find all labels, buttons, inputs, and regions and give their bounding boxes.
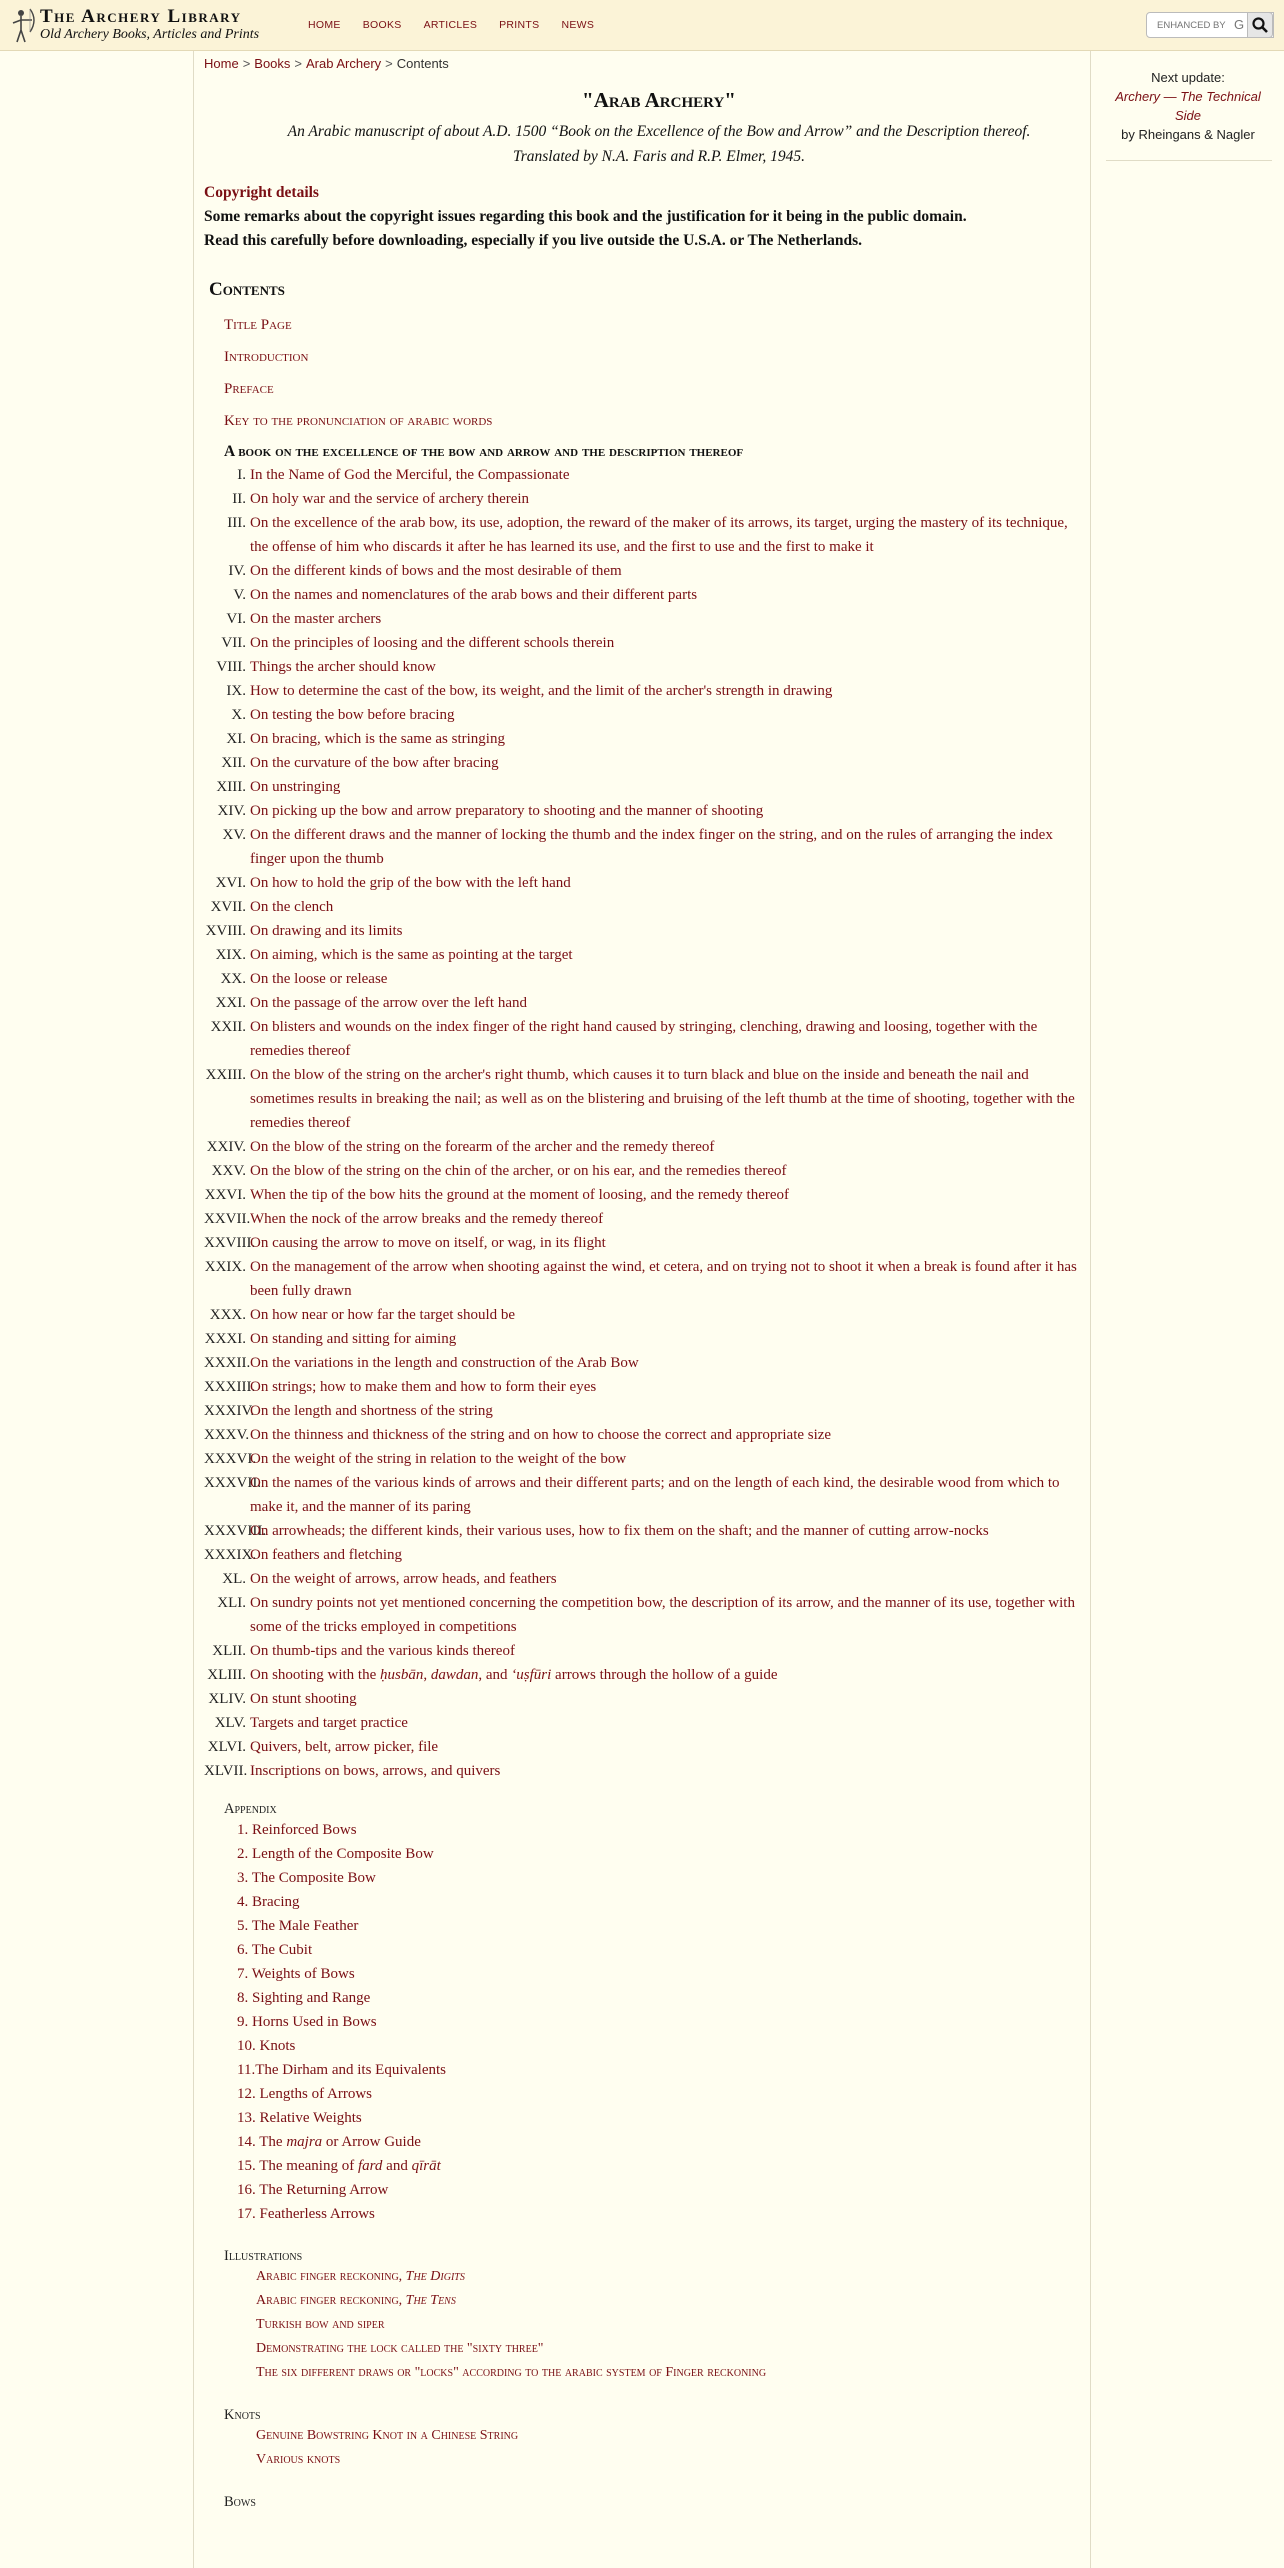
chapter-link[interactable]: In the Name of God the Merciful, the Compassionate [250,467,570,483]
chapter-number: XIV. [217,803,246,819]
chapter-item [204,679,1084,703]
chapter-link[interactable]: Targets and target practice [250,1715,408,1731]
chapter-link[interactable]: On the variations in the length and construction of the Arab Bow [250,1355,639,1371]
copyright-warning: Read this carefully before downloading, especially if you live outside the U.S.A. or The Netherlands. [204,232,863,249]
chapter-item [204,1543,1084,1567]
illustration-link[interactable]: The six different draws or "locks" according to the arabic system of Finger reckoning [256,2365,767,2380]
copyright-remark: Some remarks about the copyright issues regarding this book and the justification for it being in the public domain. [204,208,967,225]
chapter-link[interactable]: On the different kinds of bows and the most desirable of them [250,563,622,579]
chapter-item [204,1663,1084,1687]
nav-prints[interactable]: PRINTS [499,19,540,31]
chapter-item [204,823,1084,871]
chapter-link[interactable]: On the names of the various kinds of arrows and their different parts; and on the length of each kind, the desirable wood from which to make it, and the manner of its paring [250,1475,1060,1515]
search-button[interactable] [1247,12,1273,38]
chapter-number: XXXIV. [204,1403,255,1419]
illustration-link[interactable]: Turkish bow and siper [256,2317,385,2332]
chapter-item [204,799,1084,823]
chapter-item [204,919,1084,943]
chapter-number: XXXVI. [204,1451,257,1467]
chapter-link[interactable]: On the blow of the string on the chin of the archer, or on his ear, and the remedies thereof [250,1163,787,1179]
appendix-link[interactable]: 13. Relative Weights [237,2110,362,2126]
archer-logo-icon[interactable] [8,6,38,46]
chapter-link[interactable]: On feathers and fletching [250,1547,403,1563]
chapter-number: XXXVIII. [204,1523,267,1539]
chapter-item [204,1327,1084,1351]
chapter-number: I. [237,467,246,483]
chapter-link[interactable]: On the different draws and the manner of locking the thumb and the index finger on the string, and on the rules of arranging the index finger upon the thumb [250,827,1053,867]
chapter-number: XXXI. [204,1331,246,1347]
sidebar [1104,68,1272,144]
toc-link[interactable]: Title Page [224,317,292,333]
chapter-link[interactable]: On shooting with the ḥusbān, dawdan, and ‘uṣfūri arrows through the hollow of a guide [250,1667,778,1683]
chapter-item [204,1159,1084,1183]
appendix-heading: Appendix [224,1801,277,1817]
chapter-link[interactable]: On picking up the bow and arrow preparatory to shooting and the manner of shooting [250,803,764,819]
chapter-item [204,991,1084,1015]
chapter-link[interactable]: Inscriptions on bows, arrows, and quivers [250,1763,501,1779]
search-icon [1248,13,1272,37]
page-subtitle [204,119,1084,169]
right-column-divider [1090,51,1091,2568]
chapter-number: XLV. [214,1715,246,1731]
chapter-item [204,895,1084,919]
appendix-link[interactable]: 4. Bracing [237,1894,300,1910]
next-update-authors: by Rheingans & Nagler [1121,127,1255,142]
chapter-number: XII. [221,755,246,771]
toc-link[interactable]: Preface [224,381,274,397]
breadcrumb [204,56,449,71]
breadcrumb-arab-archery[interactable]: Arab Archery [306,56,382,71]
copyright-section [204,181,1084,253]
chapter-list [204,463,1084,1783]
site-tagline: Old Archery Books, Articles and Prints [40,27,260,42]
chapter-item [204,1687,1084,1711]
chapter-item [204,607,1084,631]
appendix-link[interactable]: 7. Weights of Bows [237,1966,355,1982]
chapter-link[interactable]: On the passage of the arrow over the left hand [250,995,527,1011]
chapter-link[interactable]: On holy war and the service of archery therein [250,491,530,507]
chapter-number: XXXIX. [204,1547,257,1563]
chapter-item [204,1759,1084,1783]
chapter-item [204,1639,1084,1663]
toc-link[interactable]: Introduction [224,349,309,365]
chapter-number: XXVIII. [204,1235,256,1251]
chapter-link[interactable]: On strings; how to make them and how to form their eyes [250,1379,597,1395]
illustration-link[interactable]: Arabic finger reckoning, The Digits [256,2269,465,2284]
chapter-link[interactable]: How to determine the cast of the bow, its weight, and the limit of the archer's strength in drawing [250,683,833,699]
appendix-link[interactable]: 1. Reinforced Bows [237,1822,357,1838]
chapter-item [204,1303,1084,1327]
chapter-number: XXX. [209,1307,246,1323]
appendix-link[interactable]: 12. Lengths of Arrows [237,2086,372,2102]
bows-heading: Bows [224,2494,256,2510]
illustration-link[interactable]: Demonstrating the lock called the "sixty three" [256,2341,544,2356]
chapter-item [204,511,1084,559]
chapter-link[interactable]: On the loose or release [250,971,388,987]
breadcrumb-current: Contents [396,56,449,71]
chapter-link[interactable]: On the management of the arrow when shooting against the wind, et cetera, and on trying not to shoot it when a break is found after it has been fully drawn [250,1259,1077,1299]
chapter-link[interactable]: On the weight of arrows, arrow heads, and feathers [250,1571,557,1587]
chapter-item [204,727,1084,751]
chapter-item [204,1375,1084,1399]
chapter-item [204,1471,1084,1519]
chapter-link[interactable]: On the blow of the string on the archer's right thumb, which causes it to turn black and blue on the inside and beneath the nail and sometimes results in breaking the nail; as well as on the blistering and bruising of the left thumb at the time of shooting, together with the remedies thereof [250,1067,1075,1131]
chapter-link[interactable]: On the thinness and thickness of the string and on how to choose the correct and appropriate size [250,1427,832,1443]
chapter-number: XVI. [215,875,246,891]
chapter-number: IV. [228,563,246,579]
breadcrumb-separator-icon: > [385,56,393,71]
chapter-number: IX. [226,683,246,699]
chapter-number: XVII. [210,899,246,915]
chapter-link[interactable]: On thumb-tips and the various kinds thereof [250,1643,515,1659]
chapter-number: XLIV. [208,1691,246,1707]
appendix-link[interactable]: 8. Sighting and Range [237,1990,371,2006]
chapter-link[interactable]: On the length and shortness of the string [250,1403,493,1419]
chapter-item [204,871,1084,895]
chapter-item [204,655,1084,679]
site-title[interactable]: The Archery Library [40,6,242,27]
chapter-number: XI. [226,731,246,747]
chapter-link[interactable]: On arrowheads; the different kinds, their various uses, how to fix them on the shaft; and the manner of cutting arrow-nocks [250,1523,989,1539]
toc-link[interactable]: Key to the pronunciation of arabic words [224,413,493,429]
chapter-number: XXII. [210,1019,246,1035]
chapter-item [204,1231,1084,1255]
chapter-link[interactable]: On the weight of the string in relation to the weight of the bow [250,1451,627,1467]
chapter-number: XXXIII. [204,1379,256,1395]
appendix-link[interactable]: 5. The Male Feather [237,1918,359,1934]
chapter-link[interactable]: On how to hold the grip of the bow with the left hand [250,875,571,891]
chapter-number: XXIII. [205,1067,246,1083]
site-header [0,0,1284,51]
chapter-number: XLIII. [207,1667,246,1683]
appendix-link[interactable]: 9. Horns Used in Bows [237,2014,377,2030]
chapter-number: XV. [222,827,246,843]
chapter-number: X. [231,707,246,723]
search-input[interactable] [1155,13,1241,37]
chapter-number: III. [227,515,246,531]
appendix-link[interactable]: 17. Featherless Arrows [237,2206,375,2222]
chapter-item [204,1063,1084,1135]
nav-home[interactable]: HOME [308,19,341,31]
next-update-link[interactable]: Archery — The Technical Side [1115,89,1261,123]
chapter-item [204,463,1084,487]
translator-line: Translated by N.A. Faris and R.P. Elmer, 1945. [512,148,806,165]
chapter-link[interactable]: When the tip of the bow hits the ground at the moment of loosing, and the remedy thereof [250,1187,790,1203]
chapter-item [204,967,1084,991]
nav-books[interactable]: BOOKS [362,19,402,31]
chapter-link[interactable]: On the blow of the string on the forearm of the archer and the remedy thereof [250,1139,715,1155]
chapter-link[interactable]: On the master archers [250,611,382,627]
chapter-number: XVIII. [205,923,246,939]
next-update-label: Next update: [1151,70,1225,85]
chapter-number: XLI. [217,1595,246,1611]
chapter-link[interactable]: On the principles of loosing and the different schools therein [250,635,615,651]
chapter-item [204,583,1084,607]
nav-articles[interactable]: ARTICLES [423,19,478,31]
chapter-number: XXXII. [204,1355,251,1371]
appendix-link[interactable]: 11.The Dirham and its Equivalents [237,2062,446,2078]
chapter-item [204,1135,1084,1159]
chapter-number: XXVI. [204,1187,246,1203]
chapter-item [204,1735,1084,1759]
chapter-number: XXXVII. [204,1475,262,1491]
chapter-number: XL. [222,1571,246,1587]
chapter-item [204,775,1084,799]
chapter-item [204,751,1084,775]
chapter-link[interactable]: On bracing, which is the same as stringing [250,731,505,747]
chapter-number: VII. [221,635,246,651]
chapter-number: XLVII. [204,1763,248,1779]
breadcrumb-separator-icon: > [294,56,303,71]
illustration-link[interactable]: Arabic finger reckoning, The Tens [256,2293,456,2308]
chapter-number: XXVII. [204,1211,251,1227]
chapter-link[interactable]: On the clench [250,899,334,915]
chapter-link[interactable]: On unstringing [250,779,341,795]
chapter-item [204,1351,1084,1375]
illustrations-heading: Illustrations [224,2248,303,2264]
knots-heading: Knots [224,2407,261,2423]
chapter-item [204,1207,1084,1231]
contents-heading: Contents [209,279,285,300]
appendix-link[interactable]: 14. The majra or Arrow Guide [237,2134,421,2150]
chapter-link[interactable]: On how near or how far the target should be [250,1307,516,1323]
nav-news[interactable]: NEWS [561,19,595,31]
chapter-link[interactable]: On drawing and its limits [250,923,403,939]
chapter-link[interactable]: On blisters and wounds on the index finger of the right hand caused by stringing, clenching, drawing and loosing, together with the remedies thereof [250,1019,1038,1059]
chapter-item [204,631,1084,655]
chapter-link[interactable]: On the names and nomenclatures of the arab bows and their different parts [250,587,698,603]
chapter-item [204,703,1084,727]
chapter-item [204,559,1084,583]
front-matter-list [224,317,1084,430]
chapter-link[interactable]: On the curvature of the bow after bracing [250,755,499,771]
chapter-link[interactable]: On causing the arrow to move on itself, or wag, in its flight [250,1235,606,1251]
appendix-link[interactable]: 3. The Composite Bow [237,1870,376,1886]
left-column-divider [193,51,194,2568]
chapter-item [204,1519,1084,1543]
knots-list [256,2424,1084,2472]
chapter-item [204,1423,1084,1447]
chapter-item [204,1399,1084,1423]
chapter-link[interactable]: On standing and sitting for aiming [250,1331,457,1347]
chapter-number: XIX. [215,947,246,963]
copyright-details-link[interactable]: Copyright details [204,184,319,201]
knot-link[interactable]: Genuine Bowstring Knot in a Chinese String [256,2428,519,2443]
chapter-link[interactable]: On the excellence of the arab bow, its use, adoption, the reward of the maker of its arrows, its target, urging the mastery of its technique, the offense of him who discards it after he has learned its use, and the first to use and the first to make it [250,515,1068,555]
chapter-item [204,1447,1084,1471]
chapter-item [204,1711,1084,1735]
chapter-number: V. [233,587,246,603]
breadcrumb-separator-icon: > [242,56,251,71]
chapter-number: XLII. [212,1643,246,1659]
chapter-number: XXIV. [206,1139,246,1155]
appendix-link[interactable]: 10. Knots [237,2038,296,2054]
chapter-number: XXI. [215,995,246,1011]
knot-link[interactable]: Various knots [256,2452,341,2467]
google-brand-icon: G [1234,17,1245,32]
chapter-number: XXIX. [204,1259,246,1275]
main-nav [308,19,594,31]
appendix-list [237,1818,1084,2226]
chapter-item [204,1183,1084,1207]
appendix-link[interactable]: 16. The Returning Arrow [237,2182,389,2198]
book-heading: A book on the excellence of the bow and arrow and the description thereof [224,443,744,460]
chapter-item [204,1015,1084,1063]
appendix-link[interactable]: 15. The meaning of fard and qīrāt [237,2158,441,2174]
subtitle-line: An Arabic manuscript of about A.D. 1500 “Book on the Excellence of the Bow and Arrow” and the Description thereof. [287,123,1031,140]
chapter-item [204,943,1084,967]
chapter-link[interactable]: On aiming, which is the same as pointing at the target [250,947,573,963]
chapter-number: VIII. [216,659,246,675]
appendix-link[interactable]: 2. Length of the Composite Bow [237,1846,434,1862]
chapter-number: XXV. [211,1163,246,1179]
main-content [204,88,1084,2511]
illustrations-list [256,2265,1084,2385]
chapter-link[interactable]: Things the archer should know [250,659,436,675]
chapter-item [204,1591,1084,1639]
chapter-number: XLVI. [207,1739,246,1755]
breadcrumb-books[interactable]: Books [254,56,291,71]
chapter-link[interactable]: When the nock of the arrow breaks and the remedy thereof [250,1211,604,1227]
chapter-number: II. [232,491,246,507]
chapter-link[interactable]: On testing the bow before bracing [250,707,455,723]
breadcrumb-home[interactable]: Home [204,56,239,71]
chapter-item [204,1567,1084,1591]
chapter-number: XX. [220,971,246,987]
chapter-number: XXXV. [204,1427,250,1443]
chapter-number: VI. [226,611,246,627]
chapter-link[interactable]: On stunt shooting [250,1691,357,1707]
chapter-link[interactable]: Quivers, belt, arrow picker, file [250,1739,439,1755]
chapter-number: XIII. [216,779,246,795]
chapter-link[interactable]: On sundry points not yet mentioned concerning the competition bow, the description of its arrow, and the manner of its use, together with some of the tricks employed in competitions [250,1595,1075,1635]
sidebar-divider [1106,160,1272,161]
chapter-item [204,487,1084,511]
chapter-item [204,1255,1084,1303]
appendix-link[interactable]: 6. The Cubit [237,1942,313,1958]
page-title: "Arab Archery" [582,88,736,112]
